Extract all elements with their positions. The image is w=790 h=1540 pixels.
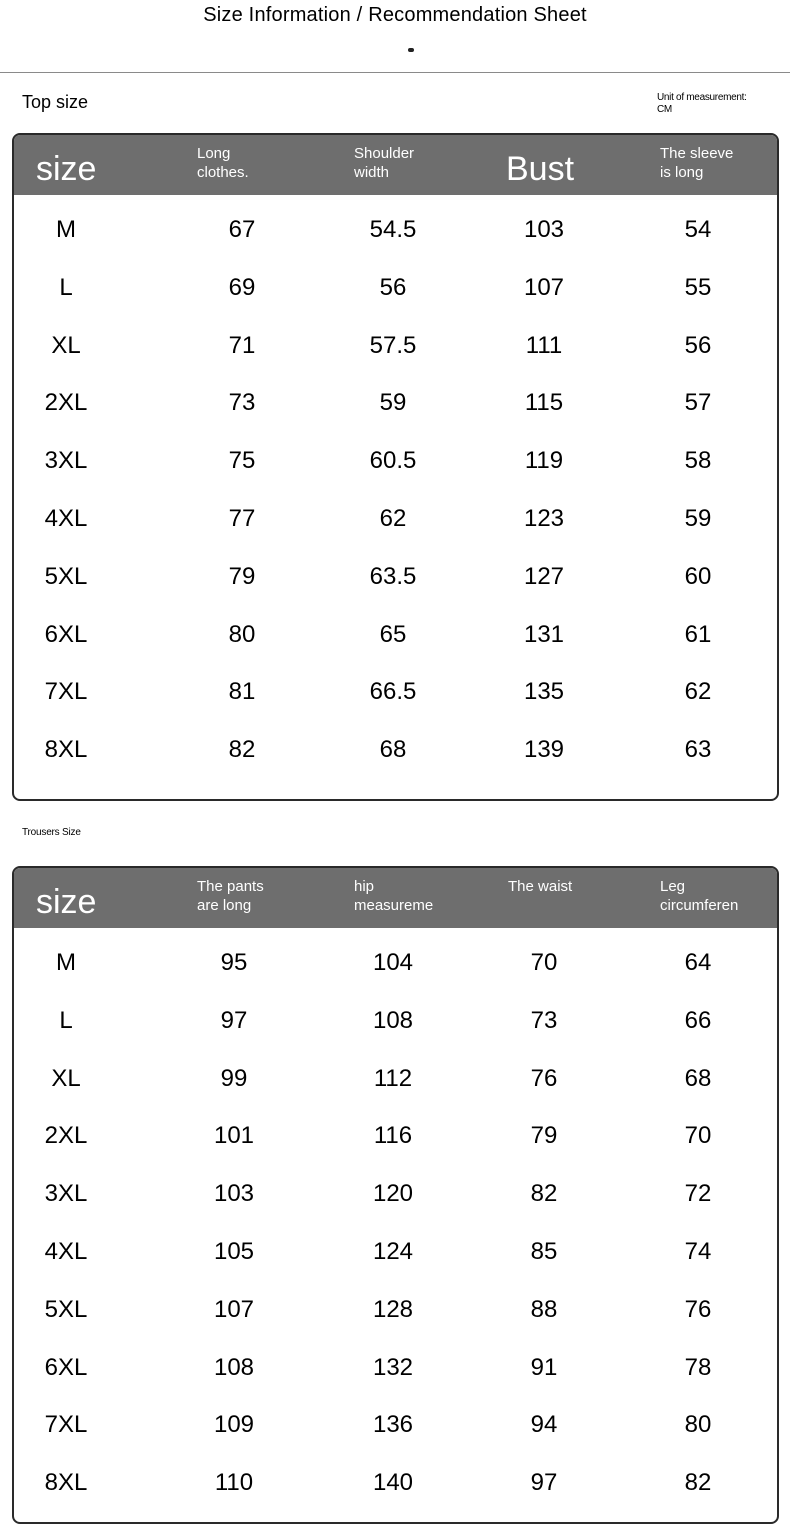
top-table-cell: 56 [379,273,407,301]
trousers-table-row [14,1454,777,1512]
trousers-header-text: hip [354,878,375,895]
top-table-cell: 77 [228,504,256,532]
top-table-row [14,490,777,548]
top-table-row [14,548,777,606]
unit-label-line: Unit of measurement: [657,92,747,103]
top-table-cell: 59 [379,389,407,417]
top-table-row [14,432,777,490]
top-table-cell: 54.5 [369,216,417,243]
trousers-table-cell: 99 [220,1064,248,1092]
trousers-header-cell [197,868,347,928]
trousers-table-cell: 5XL [44,1295,88,1323]
top-header-cell [660,135,740,195]
top-header-text: width [354,164,390,181]
top-table-cell: 107 [523,273,565,301]
top-table-cell: 135 [523,678,565,706]
trousers-table-cell: 6XL [44,1353,88,1381]
top-table-cell: 66.5 [369,678,417,706]
top-table-cell: 67 [228,216,256,243]
trousers-table-cell: 97 [220,1006,248,1034]
top-table-cell: 62 [379,504,407,532]
trousers-table-cell: 79 [530,1122,558,1150]
top-table-cell: 103 [523,216,565,243]
trousers-table-cell: 128 [372,1295,414,1323]
trousers-header-cell [36,868,186,928]
trousers-table-cell: 68 [684,1064,712,1092]
top-table-cell: 68 [379,736,407,764]
trousers-table-cell: 82 [530,1180,558,1208]
trousers-table-cell: 132 [372,1353,414,1381]
trousers-header-text: Leg [660,878,686,895]
top-table-cell: 139 [523,736,565,764]
top-table-cell: L [59,273,73,301]
top-table-cell: 60.5 [369,447,417,475]
trousers-table-row [14,934,777,992]
trousers-table-cell: 3XL [44,1180,88,1208]
trousers-table-cell: 2XL [44,1122,88,1150]
trousers-table-cell: 85 [530,1237,558,1265]
top-header-cell [197,135,347,195]
top-table-cell: 131 [523,620,565,648]
top-table-cell: XL [51,331,81,359]
top-table-cell: 73 [228,389,256,417]
top-table-cell: 59 [684,504,712,532]
trousers-table-cell: 109 [213,1411,255,1439]
trousers-table-row [14,1223,777,1281]
top-table-cell: 69 [228,273,256,301]
trousers-header-text: measureme [354,897,434,914]
top-table-cell: 123 [523,504,565,532]
top-table-cell: M [56,216,76,243]
top-table-cell: 6XL [44,620,88,648]
trousers-table-cell: 8XL [44,1469,88,1497]
top-header-text: size [36,150,97,188]
top-size-label: Top size [22,92,89,112]
top-table-cell: 79 [228,562,256,590]
top-table-row [14,374,777,432]
top-table-cell: 62 [684,678,712,706]
trousers-table-cell: 112 [373,1064,413,1092]
trousers-header-text: are long [197,897,252,914]
trousers-size-label: Trousers Size [22,827,81,838]
trousers-table-cell: 80 [684,1411,712,1439]
top-table-cell: 63 [684,736,712,764]
top-header-cell [354,135,434,195]
trousers-table-cell: 120 [372,1180,414,1208]
trousers-table-cell: 74 [684,1237,712,1265]
trousers-table-row [14,1050,777,1108]
top-table-cell: 8XL [44,736,88,764]
trousers-table-row [14,1396,777,1454]
top-table-cell: 7XL [44,678,88,706]
top-table-row [14,317,777,375]
top-header-cell [36,135,186,195]
trousers-table-cell: L [59,1006,73,1034]
trousers-table-row [14,1165,777,1223]
trousers-table-cell: 88 [530,1295,558,1323]
trousers-table-cell: 104 [372,949,414,976]
top-table-cell: 4XL [44,504,88,532]
top-table-row [14,606,777,664]
trousers-header-text: The pants [197,878,264,895]
top-table-cell: 63.5 [369,562,417,590]
trousers-table-cell: 72 [684,1180,712,1208]
trousers-rows [14,928,777,1512]
trousers-table-cell: 70 [530,949,558,976]
trousers-table-cell: 103 [213,1180,255,1208]
top-table-cell: 56 [684,331,712,359]
trousers-table-cell: 101 [213,1122,255,1150]
unit-label-value: CM [657,104,672,115]
top-table-cell: 3XL [44,447,88,475]
trousers-header-row [14,868,777,928]
top-table-cell: 2XL [44,389,88,417]
trousers-table-cell: 76 [684,1295,712,1323]
top-table-row [14,259,777,317]
trousers-table-cell: 7XL [44,1411,88,1439]
top-header-text: Shoulder [354,145,415,162]
top-header-text: clothes. [197,164,249,181]
trousers-table-cell: 110 [214,1469,254,1497]
top-table-cell: 60 [684,562,712,590]
trousers-header-text: size [36,883,97,921]
title-divider [0,72,790,73]
top-header-text: Bust [506,150,575,188]
top-table-cell: 61 [684,620,712,648]
top-rows [14,195,777,779]
unit-label [657,92,777,116]
top-table-cell: 82 [228,736,256,764]
trousers-size-table [12,866,779,1524]
trousers-table-cell: 107 [213,1295,255,1323]
top-table-cell: 57.5 [369,331,417,359]
trousers-table-cell: 124 [372,1237,414,1265]
top-header-cell [506,135,656,195]
top-table-cell: 54 [684,216,712,243]
top-table-row [14,663,777,721]
trousers-table-cell: 95 [220,949,248,976]
trousers-table-cell: 97 [530,1469,558,1497]
trousers-table-cell: 91 [530,1353,558,1381]
trousers-table-row [14,1281,777,1339]
trousers-table-row [14,1107,777,1165]
trousers-header-text: The waist [508,878,573,895]
page-title: Size Information / Recommendation Sheet [203,4,587,26]
top-header-text: The sleeve [660,145,734,162]
top-table-cell: 55 [684,273,712,301]
top-table-cell: 80 [228,620,256,648]
trousers-table-cell: 73 [530,1006,558,1034]
top-header-row [14,135,777,195]
top-table-cell: 65 [379,620,407,648]
trousers-table-cell: M [56,949,76,976]
trousers-table-cell: XL [51,1064,81,1092]
trousers-table-cell: 66 [684,1006,712,1034]
top-header-text: Long [197,145,231,162]
top-table-cell: 5XL [44,562,88,590]
top-table-cell: 111 [525,331,563,359]
trousers-table-cell: 76 [530,1064,558,1092]
top-table-cell: 71 [228,331,256,359]
trousers-header-cell [508,868,658,928]
trousers-header-text: circumferen [660,897,739,914]
top-table-row [14,721,777,779]
trousers-table-cell: 94 [530,1411,558,1439]
top-table-cell: 115 [524,389,564,417]
trousers-table-row [14,992,777,1050]
top-table-cell: 58 [684,447,712,475]
trousers-table-cell: 78 [684,1353,712,1381]
top-header-text: is long [660,164,704,181]
top-table-cell: 81 [228,678,256,706]
trousers-table-cell: 4XL [44,1237,88,1265]
top-table-row [14,201,777,259]
trousers-table-cell: 105 [213,1237,255,1265]
trousers-table-cell: 116 [373,1122,413,1150]
trousers-table-cell: 108 [372,1006,414,1034]
trousers-table-row [14,1339,777,1397]
trousers-table-cell: 108 [213,1353,255,1381]
top-size-table [12,133,779,801]
trousers-table-cell: 64 [684,949,712,976]
trousers-table-cell: 140 [372,1469,414,1497]
trousers-table-cell: 136 [372,1411,414,1439]
top-table-cell: 127 [523,562,565,590]
top-table-cell: 75 [228,447,256,475]
trousers-table-cell: 82 [684,1469,712,1497]
title-mark [408,48,414,52]
trousers-header-cell [354,868,434,928]
trousers-header-cell [660,868,740,928]
trousers-table-cell: 70 [684,1122,712,1150]
top-table-cell: 57 [684,389,712,417]
top-table-cell: 119 [524,447,564,475]
